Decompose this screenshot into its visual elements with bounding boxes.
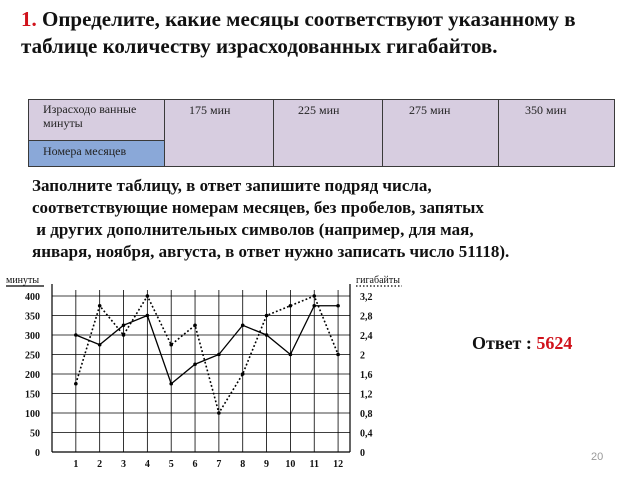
x-tick-label: 7 [216,459,222,470]
data-point-gigabytes [289,304,293,308]
data-point-minutes [98,343,102,347]
x-tick-label: 4 [144,459,150,470]
column-label: 275 мин [409,103,451,117]
y-tick-label-right: 1,6 [360,370,373,381]
x-tick-label: 8 [240,459,246,470]
y-axis-label-left: минуты [6,275,40,286]
x-tick-label: 6 [192,459,198,470]
table-header-col-3 [383,100,499,167]
line-chart [0,272,400,480]
series-line-minutes [76,306,338,384]
x-tick-label: 11 [309,459,319,470]
data-table [28,99,615,167]
data-point-gigabytes [312,294,316,298]
y-tick-label-left: 300 [25,331,40,342]
data-point-gigabytes [98,304,102,308]
data-point-minutes [122,323,126,327]
x-tick-label: 9 [264,459,270,470]
data-point-gigabytes [336,353,340,357]
x-tick-label: 10 [285,459,296,470]
answer-label: Ответ : [472,333,532,353]
instruction-line: Заполните таблицу, в ответ запишите подряд числа, [32,176,432,195]
data-point-minutes [74,333,78,337]
x-tick-label: 1 [73,459,79,470]
data-point-minutes [336,304,340,308]
data-point-minutes [169,382,173,386]
page-number: 20 [591,451,604,463]
instructions [32,175,632,263]
y-tick-label-right: 0 [360,448,365,459]
y-tick-label-left: 200 [25,370,40,381]
column-label: 225 мин [298,103,340,117]
table-header-col-4 [499,100,615,167]
table-header-col-2 [274,100,383,167]
data-point-gigabytes [241,372,245,376]
data-point-minutes [312,304,316,308]
data-point-gigabytes [122,333,126,337]
task-text: Определите, какие месяцы соответствуют указанному в таблице количеству израсходованных гигабайтов. [21,7,576,58]
y-tick-label-right: 0,8 [360,409,373,420]
answer [472,333,572,354]
y-tick-label-left: 150 [25,389,40,401]
data-point-gigabytes [265,314,269,318]
data-point-gigabytes [74,382,78,386]
data-point-minutes [217,353,221,357]
y-tick-label-right: 2,8 [360,311,373,323]
y-tick-label-left: 100 [25,409,40,420]
y-tick-label-left: 250 [25,350,40,362]
y-axis-label-right: гигабайты [356,275,400,286]
table-corner-months: Номера месяцев [29,141,165,167]
answer-value: 5624 [536,333,573,353]
instruction-line: и других дополнительных символов (например, для мая, [32,220,474,239]
data-point-minutes [193,362,197,366]
data-point-minutes [241,323,245,327]
task-number: 1. [21,7,37,31]
y-tick-label-right: 0,4 [360,428,373,440]
x-tick-label: 3 [121,459,127,470]
y-tick-label-left: 50 [30,428,40,440]
y-tick-label-right: 1,2 [360,389,373,401]
data-point-minutes [146,314,150,318]
table-corner-minutes: Израсходо ванные минуты [29,100,165,141]
y-tick-label-left: 350 [25,311,40,323]
table-header-col-1 [165,100,274,167]
x-tick-label: 12 [333,459,344,470]
instruction-line: соответствующие номерам месяцев, без пробелов, запятых [32,198,484,217]
data-point-gigabytes [169,343,173,347]
data-point-minutes [289,353,293,357]
y-tick-label-left: 400 [25,292,40,303]
data-point-gigabytes [217,411,221,415]
column-label: 175 мин [189,103,231,117]
y-tick-label-right: 3,2 [360,292,373,303]
x-tick-label: 2 [97,459,103,470]
y-tick-label-left: 0 [35,448,40,459]
column-label: 350 мин [525,103,567,117]
data-point-minutes [265,333,269,337]
y-tick-label-right: 2 [360,350,365,362]
data-point-gigabytes [193,323,197,327]
instruction-line: января, ноября, августа, в ответ нужно записать число 51118). [32,242,510,261]
data-point-gigabytes [146,294,150,298]
x-tick-label: 5 [168,459,174,470]
task-statement [21,6,621,60]
y-tick-label-right: 2,4 [360,331,373,342]
